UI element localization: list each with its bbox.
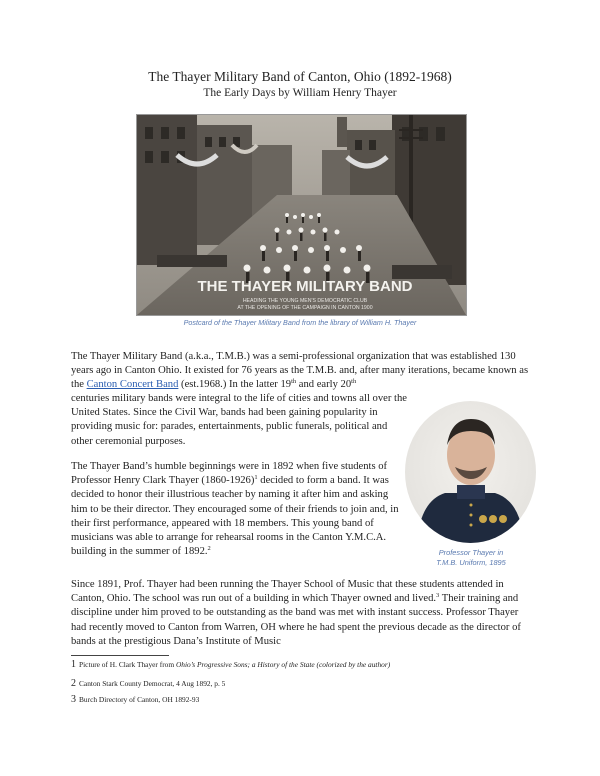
footnote-1-number: 1: [71, 659, 76, 670]
portrait-caption-line-1: Professor Thayer in: [438, 548, 504, 557]
paragraph-2-text-a: The Thayer Band’s humble beginnings were in 1892 when five students of Professor Henry Clark Thayer (1860-1926): [71, 461, 388, 487]
paragraph-3-text-b: Their training and discipline under him proved to be outstanding as the band was met with instant success. Professor Thayer had recently moved to Canton from Warren, OH where he had spent the previous decade as the director of bands at the prestigious Dana’s Institute of Music: [71, 593, 521, 647]
document-subtitle: The Early Days by William Henry Thayer: [203, 87, 397, 99]
paragraph-1-text-b: (est.1968.) In the latter 19: [178, 379, 292, 391]
paragraph-2: [71, 460, 407, 559]
footnote-1-italic: Ohio’s Progressive Sons; a History of the State (colorized by the author): [175, 660, 391, 669]
band-postcard-photo: [136, 114, 467, 316]
footnote-3: [71, 695, 199, 705]
paragraph-1-text-d: centuries military bands were integral to the life of cities and towns all over the United States. Since the Civil War, bands had been gaining popularity in providing music for: parades, entertainments, public funerals, political and other ceremonial purposes.: [71, 393, 407, 447]
portrait-drawing: [405, 401, 536, 543]
footnote-2: [71, 679, 225, 689]
professor-thayer-portrait: [405, 401, 536, 543]
paragraph-1-continued: [71, 392, 407, 449]
portrait-caption-line-2: T.M.B. Uniform, 1895: [436, 558, 506, 567]
band-postcard-drawing: [137, 115, 466, 315]
paragraph-3: [71, 578, 533, 649]
portrait-caption: [398, 548, 544, 568]
postcard-sign-subtext-2: AT THE OPENING OF THE CAMPAIGN IN CANTON 1900: [237, 305, 373, 311]
document-title: The Thayer Military Band of Canton, Ohio (1892-1968): [148, 69, 452, 84]
footnote-2-number: 2: [71, 678, 76, 689]
paragraph-1: [71, 350, 533, 393]
paragraph-1-text-a: The Thayer Military Band (a.k.a., T.M.B.) was a semi-professional organization that was established 130 years ago in Canton Ohio. It existed for 76 years as the T.M.B. and, after many iterations, became known as the: [71, 351, 529, 391]
paragraph-1-text-c: and early 20: [296, 379, 352, 391]
footnote-ref-1: 1: [254, 474, 258, 482]
superscript-th-1: th: [291, 378, 297, 386]
postcard-sign-title: THE THAYER MILITARY BAND: [197, 278, 413, 295]
footnote-1: [71, 660, 390, 670]
footnote-1-text: Picture of H. Clark Thayer from: [79, 660, 176, 669]
footnote-3-text: Burch Directory of Canton, OH 1892-93: [79, 695, 200, 704]
footnote-ref-2: 2: [207, 545, 211, 553]
paragraph-2-text-b: decided to form a band. It was decided to honor their illustrious teacher by naming it after him and asking him to be their director. They encouraged some of their friends to join and, in their first performance, appeared with 18 members. This young band of musicians was able to arrange for rehearsal rooms in the Canton Y.M.C.A. building in the summer of 1892.: [71, 475, 399, 558]
paragraph-3-text-a: Since 1891, Prof. Thayer had been running the Thayer School of Music that these students attended in Canton, Ohio. The school was run out of a building in which Thayer owned and lived.: [71, 579, 504, 605]
superscript-th-2: th: [351, 378, 357, 386]
footnote-ref-3: 3: [436, 592, 440, 600]
footnote-3-number: 3: [71, 694, 76, 705]
footnote-separator: [71, 655, 169, 656]
canton-concert-band-link[interactable]: Canton Concert Band: [86, 379, 179, 391]
postcard-caption: Postcard of the Thayer Military Band from the library of William H. Thayer: [183, 318, 417, 327]
postcard-sign-subtext-1: HEADING THE YOUNG MEN'S DEMOCRATIC CLUB: [242, 298, 368, 304]
footnote-2-text: Canton Stark County Democrat, 4 Aug 1892, p. 5: [79, 679, 226, 688]
